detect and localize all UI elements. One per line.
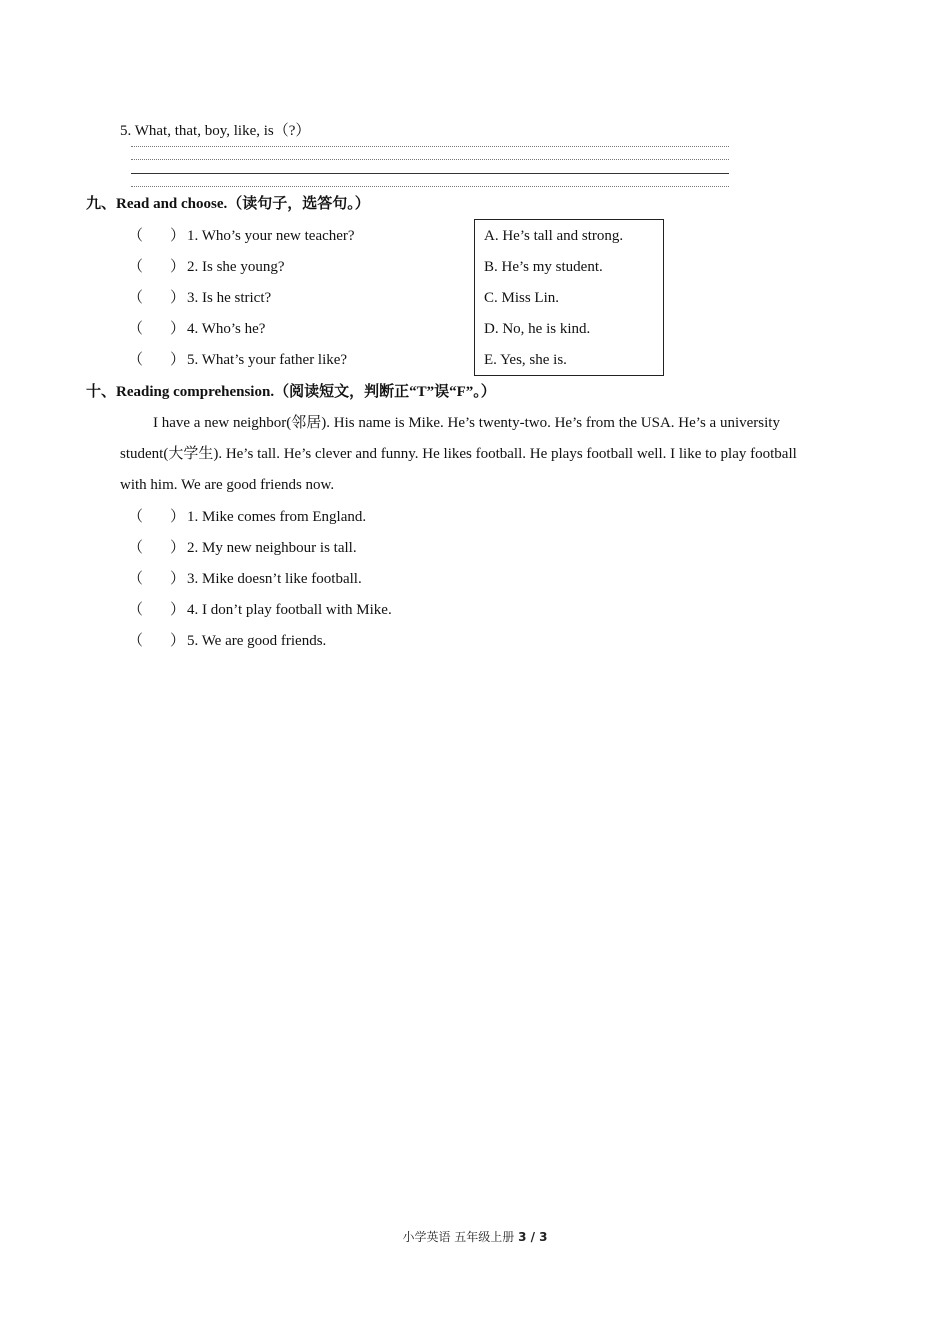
option-a: A. He’s tall and strong. [484, 228, 624, 244]
statement-text: 5. We are good friends. [187, 633, 327, 649]
question-5-prompt: 5. What, that, boy, like, is（?） [120, 123, 311, 139]
answer-line-dotted-2 [131, 159, 729, 160]
answer-blank-open[interactable]: （ [128, 321, 144, 337]
answer-blank-close: ） [170, 259, 186, 275]
option-c: C. Miss Lin. [484, 290, 560, 306]
answer-blank-open[interactable]: （ [128, 290, 144, 306]
answer-blank-open[interactable]: （ [128, 540, 144, 556]
statement-text: 4. I don’t play football with Mike. [187, 602, 392, 618]
answer-line-dotted-1 [131, 146, 729, 147]
answer-blank-close: ） [170, 509, 186, 525]
answer-blank-close: ） [170, 571, 186, 587]
answer-blank-open[interactable]: （ [128, 602, 144, 618]
answer-blank-close: ） [170, 352, 186, 368]
answer-line-dotted-3 [131, 186, 729, 187]
option-e: E. Yes, she is. [484, 352, 567, 368]
answer-blank-open[interactable]: （ [128, 352, 144, 368]
answer-blank-close: ） [170, 602, 186, 618]
section-9-heading: 九、Read and choose.（读句子，选答句。） [86, 196, 370, 212]
question-text: 1. Who’s your new teacher? [187, 228, 355, 244]
answer-blank-close: ） [170, 633, 186, 649]
answer-line-solid [131, 173, 729, 174]
option-d: D. No, he is kind. [484, 321, 591, 337]
statement-text: 2. My new neighbour is tall. [187, 540, 357, 556]
answer-blank-open[interactable]: （ [128, 571, 144, 587]
passage-line-2: student(大学生). He’s tall. He’s clever and funny. He likes football. He plays football well. I like to play football [120, 446, 797, 462]
statement-text: 1. Mike comes from England. [187, 509, 367, 525]
footer-text: 小学英语 五年级上册 [402, 1230, 519, 1244]
passage-line-3: with him. We are good friends now. [120, 477, 335, 493]
answer-blank-open[interactable]: （ [128, 228, 144, 244]
answer-blank-close: ） [170, 540, 186, 556]
question-text: 3. Is he strict? [187, 290, 272, 306]
answer-blank-open[interactable]: （ [128, 259, 144, 275]
answer-blank-open[interactable]: （ [128, 509, 144, 525]
option-b: B. He’s my student. [484, 259, 603, 275]
statement-text: 3. Mike doesn’t like football. [187, 571, 362, 587]
question-text: 2. Is she young? [187, 259, 285, 275]
passage-line-1: I have a new neighbor(邻居). His name is Mike. He’s twenty-two. He’s from the USA. He’s a university [153, 415, 780, 431]
page-number: 3 / 3 [518, 1230, 548, 1244]
question-text: 5. What’s your father like? [187, 352, 348, 368]
answer-blank-close: ） [170, 290, 186, 306]
answer-blank-open[interactable]: （ [128, 633, 144, 649]
section-10-heading: 十、Reading comprehension.（阅读短文，判断正“T”误“F”。） [86, 384, 496, 400]
answer-blank-close: ） [170, 228, 186, 244]
answer-options-box [474, 219, 664, 376]
page-footer [0, 1228, 950, 1245]
question-text: 4. Who’s he? [187, 321, 266, 337]
answer-blank-close: ） [170, 321, 186, 337]
